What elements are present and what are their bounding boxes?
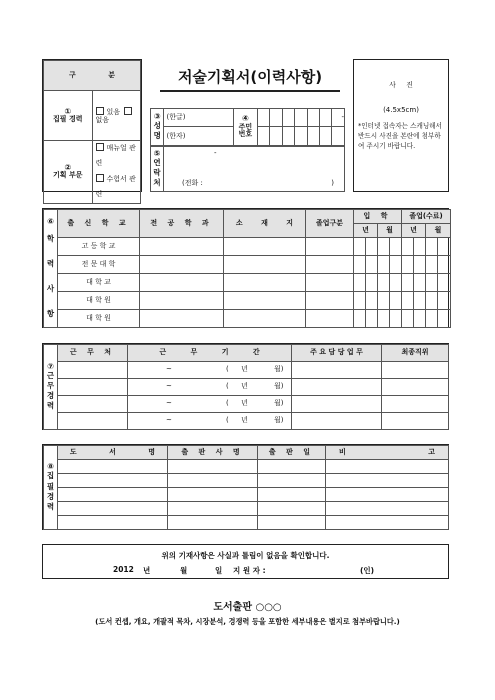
planning-division-label: ② 기획 부문 xyxy=(44,141,93,204)
major-cell[interactable] xyxy=(140,238,224,256)
confirmation-box xyxy=(42,544,449,579)
duties-cell[interactable] xyxy=(292,362,382,379)
confirm-month-label: 월 xyxy=(180,566,188,575)
major-cell[interactable] xyxy=(140,292,224,310)
confirm-day-label: 일 xyxy=(215,566,223,575)
company-cell[interactable] xyxy=(58,362,128,379)
company-cell[interactable] xyxy=(58,396,128,413)
writing-row xyxy=(44,516,449,530)
location-cell[interactable] xyxy=(224,310,306,328)
graduation-header: 졸업(수료) xyxy=(402,210,451,224)
remarks-header: 비 고 xyxy=(326,446,449,460)
photo-box[interactable] xyxy=(353,59,449,192)
pub-date-header: 출 판 일 xyxy=(258,446,326,460)
location-cell[interactable] xyxy=(224,292,306,310)
grad-type-cell[interactable] xyxy=(306,310,354,328)
writing-row xyxy=(44,502,449,516)
address-dash: - xyxy=(214,149,217,157)
position-cell[interactable] xyxy=(382,379,449,396)
duties-header: 주 요 담 당 업 무 xyxy=(292,345,382,362)
company-cell[interactable] xyxy=(58,379,128,396)
career-row xyxy=(44,362,449,379)
duties-cell[interactable] xyxy=(292,396,382,413)
education-side-label: ⑥ 학 력 사 항 xyxy=(44,210,58,328)
school-type: 전 문 대 학 xyxy=(58,256,140,274)
period-cell[interactable]: ~ ( 년 월) xyxy=(128,396,292,413)
position-cell[interactable] xyxy=(382,396,449,413)
manual-option[interactable]: 매뉴얼 관련 xyxy=(95,144,136,168)
footer-note: (도서 컨셉, 개요, 개괄적 목차, 시장분석, 경쟁력 등을 포함한 세부내용은 별지로 첨부바랍니다.) xyxy=(95,617,400,626)
photo-label: 사 진 xyxy=(389,81,413,89)
duties-cell[interactable] xyxy=(292,379,382,396)
major-cell[interactable] xyxy=(140,256,224,274)
admission-month: 월 xyxy=(378,224,402,238)
rrn-digit[interactable] xyxy=(295,127,307,146)
location-header: 소 재 지 xyxy=(224,210,306,238)
seal-label: (인) xyxy=(360,566,375,575)
location-cell[interactable] xyxy=(224,274,306,292)
contact-block xyxy=(150,146,345,192)
exam-option[interactable]: 수험서 관련 xyxy=(95,174,136,199)
rrn-dash: - xyxy=(332,109,345,127)
division-box xyxy=(42,59,142,199)
grad-type-cell[interactable] xyxy=(306,256,354,274)
applicant-label: 지 원 자 : xyxy=(233,566,266,575)
career-row xyxy=(44,396,449,413)
grad-type-cell[interactable] xyxy=(306,274,354,292)
contact-label: ⑤ 연락처 xyxy=(151,147,164,192)
writing-section xyxy=(42,444,449,530)
manual-checkbox[interactable] xyxy=(96,143,104,151)
duties-cell[interactable] xyxy=(292,413,382,430)
writing-side-label: ⑧ 집 필 경 력 xyxy=(44,446,58,530)
rrn-digit[interactable] xyxy=(320,127,332,146)
confirm-year-label: 년 xyxy=(143,566,151,575)
admission-header: 입 학 xyxy=(354,210,402,224)
contact-field[interactable] xyxy=(164,147,345,192)
career-side-label: ⑦ 근 무 경 력 xyxy=(44,345,58,430)
rrn-digit[interactable] xyxy=(270,127,282,146)
page-title: 저술기획서(이력사항) xyxy=(160,66,340,92)
yes-option[interactable]: 있음 xyxy=(96,108,121,116)
location-cell[interactable] xyxy=(224,238,306,256)
yes-checkbox[interactable] xyxy=(96,107,104,115)
publisher-name: 도서출판 ○○○ xyxy=(213,602,282,613)
career-row xyxy=(44,413,449,430)
rrn-digit[interactable] xyxy=(307,109,319,127)
school-type: 고 등 학 교 xyxy=(58,238,140,256)
location-cell[interactable] xyxy=(224,256,306,274)
rrn-digit[interactable] xyxy=(257,127,269,146)
school-header: 출 신 학 교 xyxy=(58,210,140,238)
rrn-digit[interactable] xyxy=(282,127,294,146)
admission-year: 년 xyxy=(354,224,378,238)
rrn-digit[interactable] xyxy=(307,127,319,146)
confirm-statement: 위의 기재사항은 사실과 틀림이 없음을 확인합니다. xyxy=(161,551,330,560)
education-section xyxy=(42,208,449,328)
confirm-year: 2012 xyxy=(113,565,134,574)
grad-type-cell[interactable] xyxy=(306,238,354,256)
school-type: 대 학 원 xyxy=(58,292,140,310)
rrn-digit[interactable] xyxy=(270,109,282,127)
position-cell[interactable] xyxy=(382,413,449,430)
major-cell[interactable] xyxy=(140,274,224,292)
period-cell[interactable]: ~ ( 년 월) xyxy=(128,413,292,430)
name-hanja-field[interactable]: (한자) xyxy=(164,127,234,146)
major-header: 전 공 학 과 xyxy=(140,210,224,238)
writing-row xyxy=(44,460,449,474)
school-type: 대 학 원 xyxy=(58,310,140,328)
phone-close: ) xyxy=(331,179,334,187)
company-cell[interactable] xyxy=(58,413,128,430)
graduation-type-header: 졸업구분 xyxy=(306,210,354,238)
period-header: 근 무 기 간 xyxy=(128,345,292,362)
career-section xyxy=(42,343,449,430)
school-type: 대 학 교 xyxy=(58,274,140,292)
period-cell[interactable]: ~ ( 년 월) xyxy=(128,379,292,396)
rrn-digit[interactable] xyxy=(320,109,332,127)
name-label: ③ 성명 xyxy=(151,109,164,146)
rrn-digit[interactable] xyxy=(332,127,345,146)
no-option[interactable]: 없음 xyxy=(96,108,136,123)
name-korean-field[interactable]: (한글) xyxy=(164,109,234,127)
writing-row xyxy=(44,488,449,502)
writing-row xyxy=(44,474,449,488)
publisher-header: 출 판 사 명 xyxy=(168,446,258,460)
career-row xyxy=(44,379,449,396)
division-header: 구 분 xyxy=(44,61,141,91)
writing-history-label: ① 집필 경력 xyxy=(44,91,93,141)
graduation-year: 년 xyxy=(402,224,426,238)
major-cell[interactable] xyxy=(140,310,224,328)
phone-label: (전화 : xyxy=(182,179,203,187)
rrn-label: ④ 주민번호 xyxy=(233,109,257,146)
rrn-digit[interactable] xyxy=(295,109,307,127)
graduation-month: 월 xyxy=(426,224,451,238)
grad-type-cell[interactable] xyxy=(306,292,354,310)
position-header: 최종직위 xyxy=(382,345,449,362)
photo-size: (4.5x5cm) xyxy=(383,106,419,114)
name-block xyxy=(150,108,345,146)
position-cell[interactable] xyxy=(382,362,449,379)
no-checkbox[interactable] xyxy=(124,107,132,115)
photo-note: *인터넷 접속자는 스캐닝해서 반드시 사진을 본란에 첨부하여 주시기 바랍니다. xyxy=(358,122,442,150)
company-header: 근 무 처 xyxy=(58,345,128,362)
rrn-digit[interactable] xyxy=(282,109,294,127)
period-cell[interactable]: ~ ( 년 월) xyxy=(128,362,292,379)
book-title-header: 도 서 명 xyxy=(58,446,168,460)
exam-checkbox[interactable] xyxy=(96,174,104,182)
rrn-digit[interactable] xyxy=(257,109,269,127)
